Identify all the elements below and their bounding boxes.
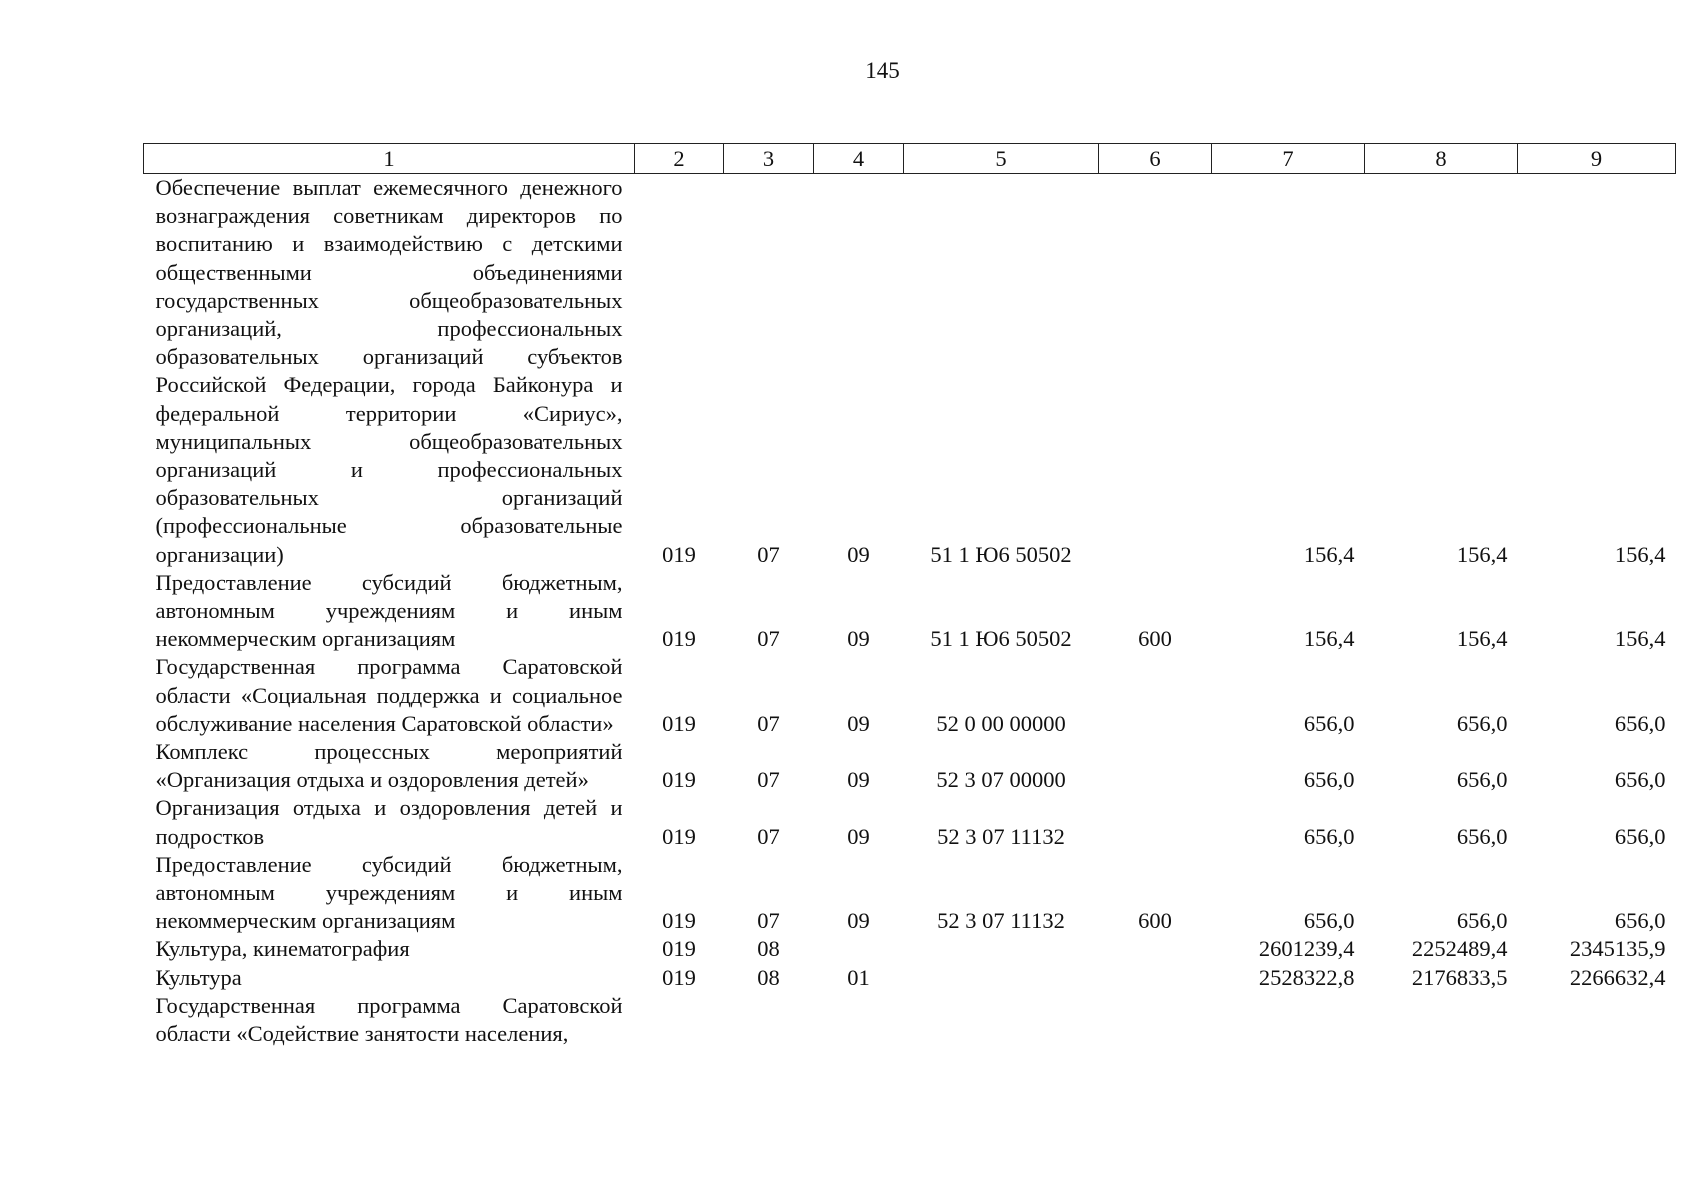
expense-type-code: [1099, 738, 1212, 794]
subsection-code: 09: [847, 767, 870, 793]
expense-type-code: [1099, 992, 1212, 1048]
amount-col-7: 2601239,4: [1258, 936, 1355, 962]
expense-type-code: [1099, 794, 1212, 850]
amount-col-9: 2345135,9: [1569, 936, 1666, 962]
subsection-code: 09: [847, 823, 870, 849]
amount-col-9: [1518, 992, 1676, 1048]
amount-col-7: [1212, 992, 1365, 1048]
expense-type-code: [1099, 174, 1212, 569]
ministry-code: 019: [662, 936, 696, 962]
ministry-code: 019: [662, 823, 696, 849]
row-description: Культура: [155, 964, 242, 990]
table-row: [144, 935, 1676, 963]
amount-col-8: 2176833,5: [1411, 964, 1508, 990]
section-code: 07: [757, 823, 780, 849]
amount-col-9: 656,0: [1614, 767, 1666, 793]
section-code: [724, 992, 814, 1048]
target-article-code: [904, 964, 1099, 992]
amount-col-8: 656,0: [1456, 767, 1508, 793]
amount-col-8: 656,0: [1456, 908, 1508, 934]
ministry-code: 019: [662, 541, 696, 567]
header-row: [144, 144, 1676, 174]
expense-type-code: [1099, 935, 1212, 963]
table-row: [144, 964, 1676, 992]
amount-col-7: 2528322,8: [1258, 964, 1355, 990]
table-row: [144, 738, 1676, 794]
amount-col-9: 2266632,4: [1569, 964, 1666, 990]
table-row: [144, 851, 1676, 936]
subsection-code: 09: [847, 908, 870, 934]
section-code: 07: [757, 908, 780, 934]
ministry-code: 019: [662, 767, 696, 793]
subsection-code: [814, 992, 904, 1048]
section-code: 07: [757, 626, 780, 652]
table-header: [144, 144, 1676, 174]
ministry-code: [635, 992, 724, 1048]
amount-col-7: 156,4: [1303, 541, 1355, 567]
table-body: [144, 174, 1676, 1049]
amount-col-7: 656,0: [1303, 710, 1355, 736]
row-description: Обеспечение выплат ежемесячного денежного вознаграждения советникам директоров по воспитанию и взаимодействию с детскими общественными объединениями государственных общеобразовательных организаций, профессиональных образовательных организаций субъектов Российской Федерации, города Байконура и федеральной территории «Сириус», муниципальных общеобразовательных организаций и профессиональных образовательных организаций (профессиональные образовательные организации): [155, 175, 623, 567]
amount-col-8: 656,0: [1456, 823, 1508, 849]
row-description: Государственная программа Саратовской области «Содействие занятости населения,: [155, 992, 623, 1047]
subsection-code: [814, 935, 904, 963]
amount-col-8: [1365, 992, 1518, 1048]
target-article-code: 52 0 00 00000: [936, 710, 1066, 736]
column-header-8: 8: [1365, 144, 1518, 174]
subsection-code: 09: [847, 710, 870, 736]
subsection-code: 09: [847, 626, 870, 652]
ministry-code: 019: [662, 964, 696, 990]
table-row: [144, 569, 1676, 654]
section-code: 08: [757, 936, 780, 962]
amount-col-8: 656,0: [1456, 710, 1508, 736]
column-header-7: 7: [1212, 144, 1365, 174]
amount-col-9: 656,0: [1614, 710, 1666, 736]
row-description: Государственная программа Саратовской области «Социальная поддержка и социальное обслуживание населения Саратовской области»: [155, 654, 623, 736]
expense-type-code: 600: [1138, 626, 1172, 652]
table-row: [144, 174, 1676, 569]
amount-col-9: 656,0: [1614, 823, 1666, 849]
target-article-code: 51 1 Ю6 50502: [930, 541, 1072, 567]
amount-col-7: 656,0: [1303, 767, 1355, 793]
amount-col-7: 156,4: [1303, 626, 1355, 652]
row-description: Предоставление субсидий бюджетным, автономным учреждениям и иным некоммерческим организациям: [155, 569, 623, 652]
column-header-9: 9: [1518, 144, 1676, 174]
column-header-4: 4: [814, 144, 904, 174]
expense-type-code: 600: [1138, 908, 1172, 934]
expense-type-code: [1099, 964, 1212, 992]
amount-col-8: 156,4: [1456, 541, 1508, 567]
amount-col-7: 656,0: [1303, 908, 1355, 934]
ministry-code: 019: [662, 626, 696, 652]
amount-col-9: 156,4: [1614, 626, 1666, 652]
subsection-code: 09: [847, 541, 870, 567]
ministry-code: 019: [662, 908, 696, 934]
target-article-code: [904, 935, 1099, 963]
amount-col-9: 656,0: [1614, 908, 1666, 934]
ministry-code: 019: [662, 710, 696, 736]
table-row: [144, 794, 1676, 850]
row-description: Комплекс процессных мероприятий «Организация отдыха и оздоровления детей»: [155, 739, 623, 793]
column-header-6: 6: [1099, 144, 1212, 174]
subsection-code: 01: [847, 964, 870, 990]
target-article-code: 52 3 07 11132: [937, 823, 1065, 849]
column-header-1: 1: [144, 144, 635, 174]
table-row: [144, 992, 1676, 1048]
target-article-code: [904, 992, 1099, 1048]
budget-table: [143, 143, 1676, 1048]
column-header-3: 3: [724, 144, 814, 174]
target-article-code: 51 1 Ю6 50502: [930, 626, 1072, 652]
target-article-code: 52 3 07 00000: [936, 767, 1066, 793]
section-code: 07: [757, 541, 780, 567]
table-row: [144, 653, 1676, 738]
amount-col-9: 156,4: [1614, 541, 1666, 567]
section-code: 07: [757, 710, 780, 736]
row-description: Организация отдыха и оздоровления детей и подростков: [155, 795, 623, 849]
target-article-code: 52 3 07 11132: [937, 908, 1065, 934]
section-code: 08: [757, 964, 780, 990]
row-description: Культура, кинематография: [155, 936, 410, 962]
page-number: 145: [865, 58, 900, 83]
amount-col-7: 656,0: [1303, 823, 1355, 849]
row-description: Предоставление субсидий бюджетным, автономным учреждениям и иным некоммерческим организациям: [155, 851, 623, 934]
expense-type-code: [1099, 653, 1212, 738]
amount-col-8: 156,4: [1456, 626, 1508, 652]
column-header-5: 5: [904, 144, 1099, 174]
section-code: 07: [757, 767, 780, 793]
column-header-2: 2: [635, 144, 724, 174]
amount-col-8: 2252489,4: [1411, 936, 1508, 962]
